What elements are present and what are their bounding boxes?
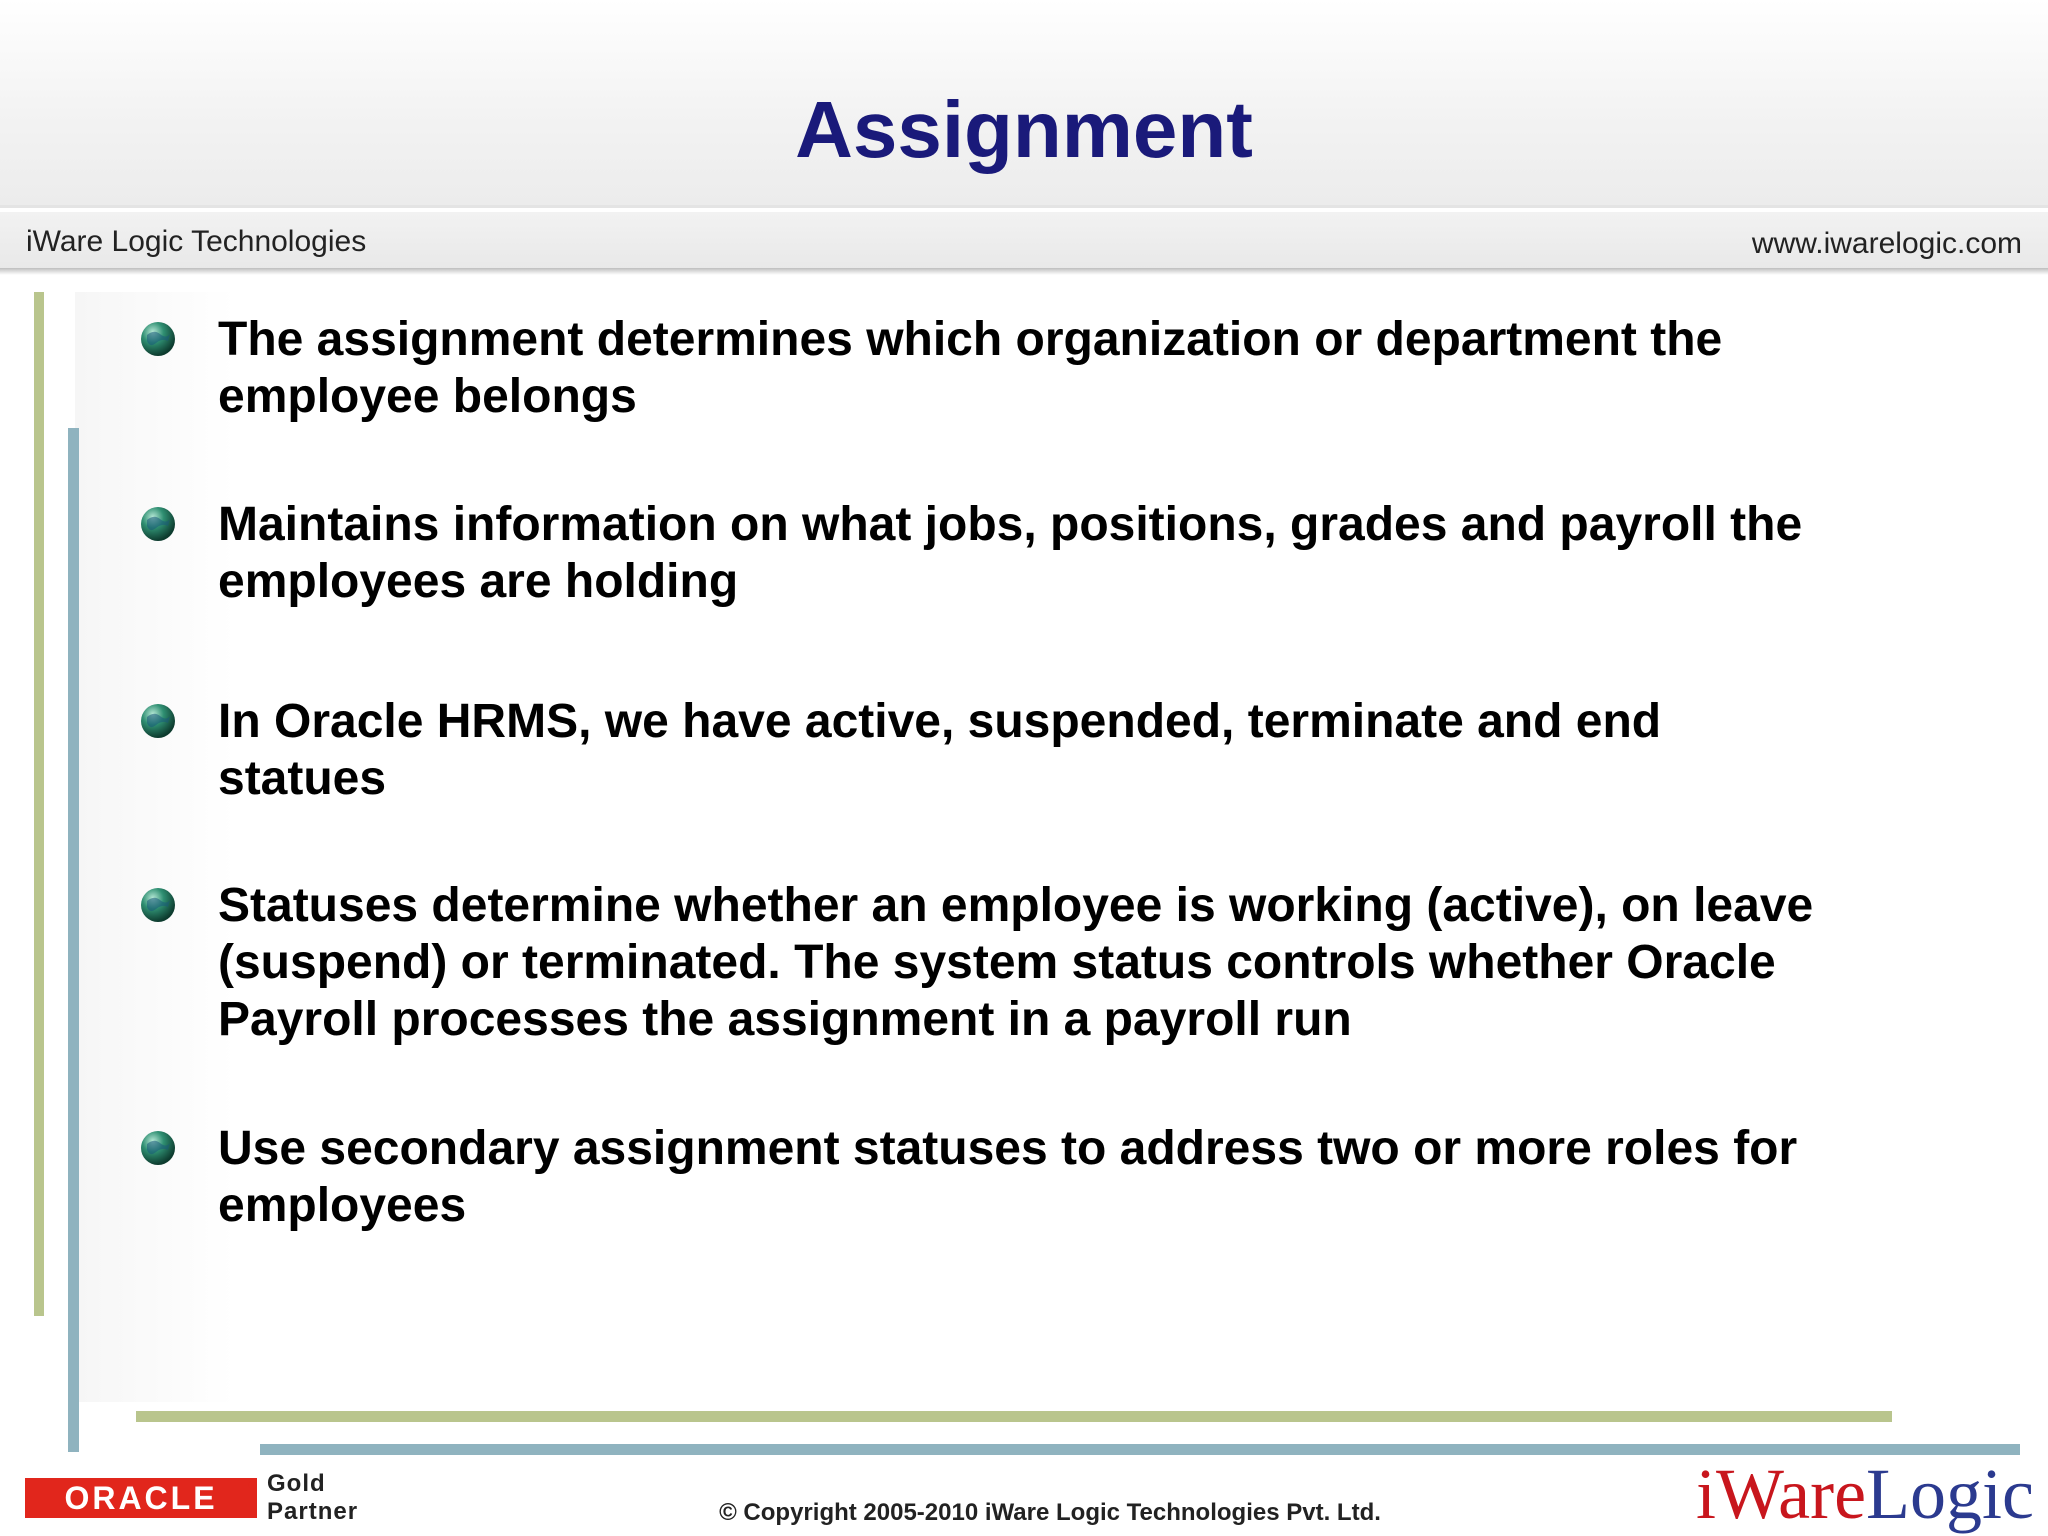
logo-part-iware: iWare bbox=[1695, 1454, 1867, 1534]
bullet-line: The assignment determines which organization or department the bbox=[218, 313, 1723, 366]
bullet-line: statues bbox=[218, 752, 387, 805]
bullet-line: employees bbox=[218, 1179, 467, 1232]
bullet-line: In Oracle HRMS, we have active, suspended, terminate and end bbox=[218, 695, 1662, 748]
bullet-text bbox=[218, 496, 1978, 610]
bullet-line: Payroll processes the assignment in a payroll run bbox=[218, 993, 1352, 1046]
globe-bullet-icon bbox=[138, 504, 178, 544]
bullet-text bbox=[218, 693, 1978, 807]
bullet-text bbox=[218, 877, 1978, 1048]
globe-bullet-icon bbox=[138, 885, 178, 925]
bullet-text bbox=[218, 1120, 1978, 1234]
partner-line: Partner bbox=[267, 1498, 359, 1525]
gold-partner-label bbox=[267, 1470, 358, 1526]
company-name: iWare Logic Technologies bbox=[26, 225, 367, 258]
bullet-text bbox=[218, 311, 1978, 425]
oracle-logo bbox=[25, 1478, 257, 1518]
partner-line: Gold bbox=[267, 1470, 326, 1497]
bullet-line: (suspend) or terminated. The system status controls whether Oracle bbox=[218, 936, 1776, 989]
globe-bullet-icon bbox=[138, 1128, 178, 1168]
oracle-registered-mark: ® bbox=[248, 1478, 257, 1492]
website-url: www.iwarelogic.com bbox=[1751, 227, 2022, 260]
bullet-line: employees are holding bbox=[218, 555, 739, 608]
bullet-line: employee belongs bbox=[218, 370, 637, 423]
accent-horizontal-green bbox=[136, 1411, 1892, 1422]
slide-title: Assignment bbox=[795, 85, 1253, 174]
globe-bullet-icon bbox=[138, 701, 178, 741]
iwarelogic-logo bbox=[1696, 1454, 2034, 1534]
bullet-line: Maintains information on what jobs, positions, grades and payroll the bbox=[218, 498, 1803, 551]
logo-part-logic: Logic bbox=[1866, 1454, 2034, 1534]
copyright-notice: © Copyright 2005-2010 iWare Logic Technologies Pvt. Ltd. bbox=[719, 1499, 1381, 1526]
globe-bullet-icon bbox=[138, 319, 178, 359]
oracle-logo-text: ORACLE bbox=[64, 1480, 218, 1516]
bullet-line: Statuses determine whether an employee is working (active), on leave bbox=[218, 879, 1814, 932]
bullet-line: Use secondary assignment statuses to address two or more roles for bbox=[218, 1122, 1798, 1175]
